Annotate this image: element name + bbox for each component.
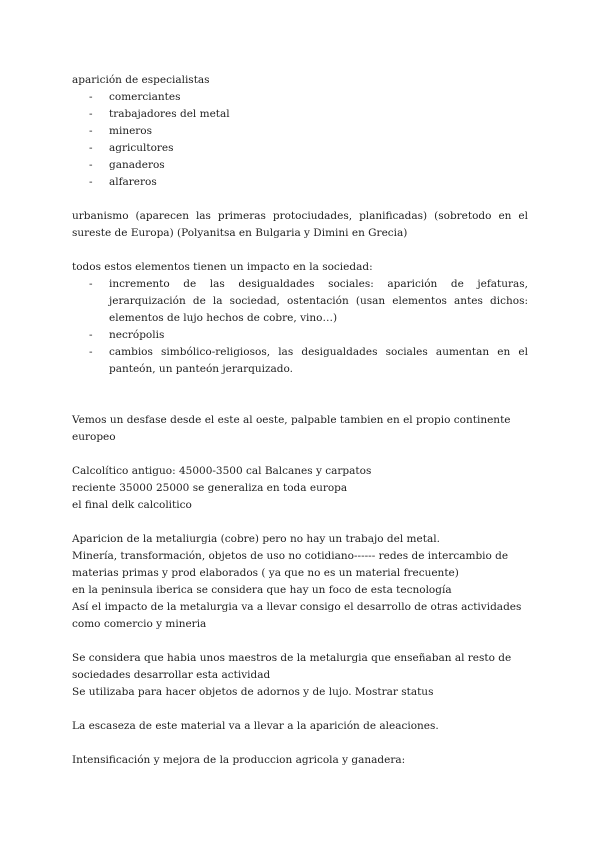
specialists-list <box>72 89 528 191</box>
impacts-list <box>72 276 528 378</box>
calcolitico-line: reciente 35000 25000 se generaliza en toda europa <box>72 482 348 494</box>
list-item: - incremento de las desigualdades sociales: aparición de jefaturas, jerarquización de la sociedad, ostentación (usan elementos antes dichos: elementos de lujo hechos de cobre, vino…) <box>72 276 528 327</box>
escaseza-paragraph: La escaseza de este material va a llevar a la aparición de aleaciones. <box>72 720 439 732</box>
metalurgia-line: Así el impacto de la metalurgia va a llevar consigo el desarrollo de otras actividades como comercio y mineria <box>72 601 522 630</box>
impact-heading: todos estos elementos tienen un impacto en la sociedad: <box>72 261 373 273</box>
intensificacion-heading: Intensificación y mejora de la produccion agricola y ganadera: <box>72 754 406 766</box>
document-body <box>72 72 528 769</box>
list-item: - mineros <box>72 123 528 140</box>
desfase-paragraph: Vemos un desfase desde el este al oeste, palpable tambien en el propio continente europeo <box>72 414 511 443</box>
urbanismo-paragraph: urbanismo (aparecen las primeras protociudades, planificadas) (sobretodo en el sureste de Europa) (Polyanitsa en Bulgaria y Dimini en Grecia) <box>72 210 528 239</box>
list-item: - comerciantes <box>72 89 528 106</box>
list-item: - trabajadores del metal <box>72 106 528 123</box>
specialists-heading: aparición de especialistas <box>72 74 210 86</box>
maestros-line: Se considera que habia unos maestros de la metalurgia que enseñaban al resto de sociedades desarrollar esta actividad <box>72 652 512 681</box>
metalurgia-line: en la peninsula iberica se considera que hay un foco de esta tecnología <box>72 584 452 596</box>
list-item: - ganaderos <box>72 157 528 174</box>
calcolitico-line: el final delk calcolitico <box>72 499 192 511</box>
list-item: - alfareros <box>72 174 528 191</box>
calcolitico-line: Calcolítico antiguo: 45000-3500 cal Balcanes y carpatos <box>72 465 372 477</box>
list-item: - agricultores <box>72 140 528 157</box>
list-item: - cambios simbólico-religiosos, las desigualdades sociales aumentan en el panteón, un panteón jerarquizado. <box>72 344 528 378</box>
metalurgia-line: Minería, transformación, objetos de uso no cotidiano------ redes de intercambio de materias primas y prod elaborados ( ya que no es un material frecuente) <box>72 550 509 579</box>
metalurgia-line: Aparicion de la metaliurgia (cobre) pero no hay un trabajo del metal. <box>72 533 440 545</box>
list-item: - necrópolis <box>72 327 528 344</box>
maestros-line: Se utilizaba para hacer objetos de adornos y de lujo. Mostrar status <box>72 686 434 698</box>
